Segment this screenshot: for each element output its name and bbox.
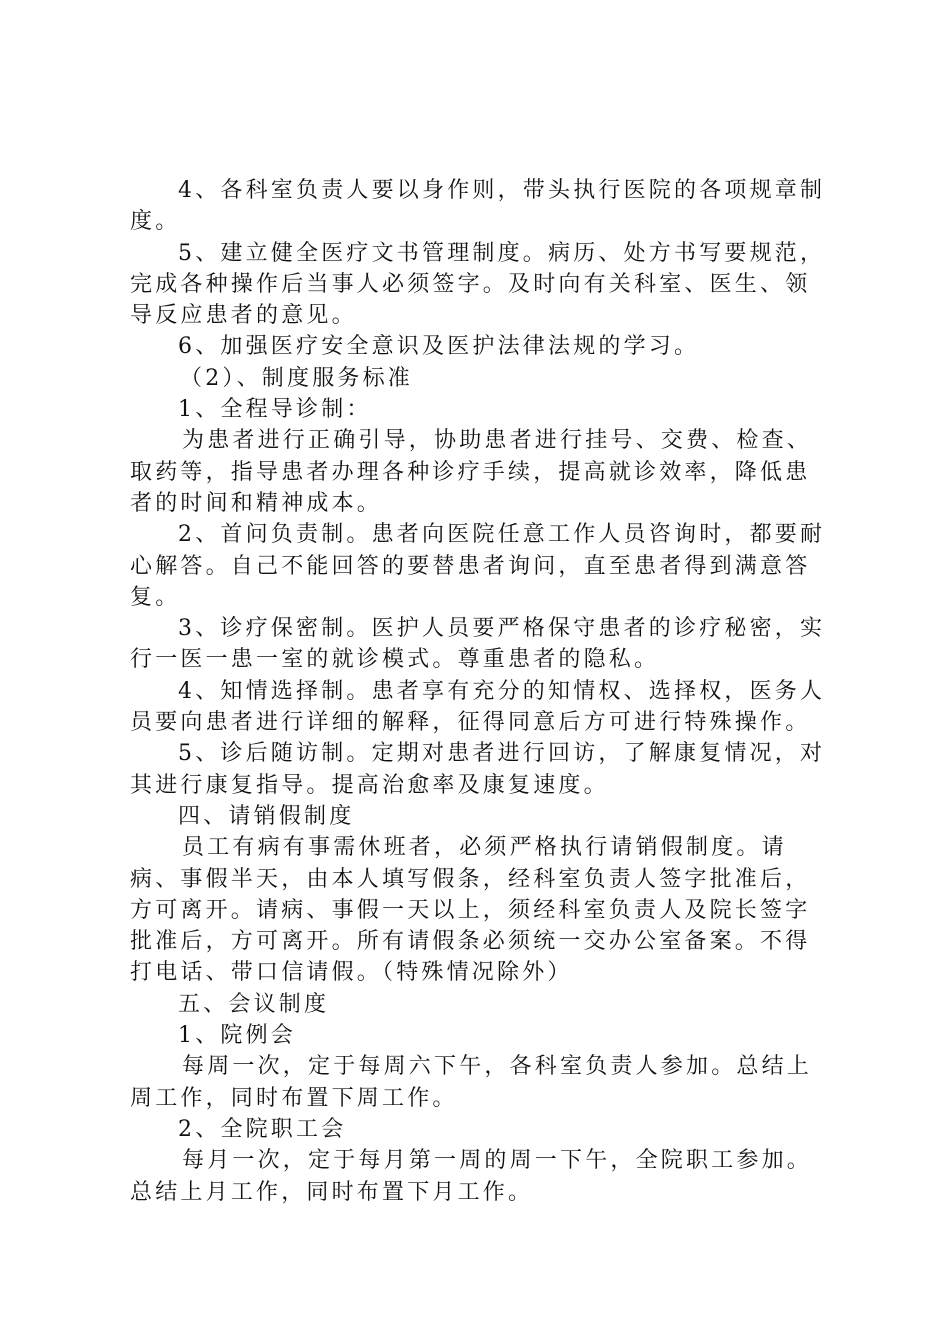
paragraph-weekly-meeting: 每周一次，定于每周六下午，各科室负责人参加。总结上周工作，同时布置下周工作。 bbox=[130, 1054, 813, 1111]
paragraph-informed-choice: 4、知情选择制。患者享有充分的知情权、选择权，医务人员要向患者进行详细的解释，征得同意后方可进行特殊操作。 bbox=[130, 678, 826, 736]
section-heading-leave: 四、请销假制度 bbox=[178, 803, 355, 829]
paragraph-leave: 员工有病有事需休班者，必须严格执行请销假制度。请病、事假半天，由本人填写假条，经科室负责人签字批准后，方可离开。请病、事假一天以上，须经科室负责人及院长签字批准后，方可离开。所有请假条必须统一交办公室备案。不得打电话、带口信请假。（特殊情况除外） bbox=[130, 835, 811, 986]
paragraph-3: 6、加强医疗安全意识及医护法律法规的学习。 bbox=[178, 334, 700, 360]
paragraph-staff-meeting: 每月一次，定于每月第一周的周一下午，全院职工参加。总结上月工作，同时布置下月工作。 bbox=[130, 1148, 813, 1205]
paragraph-1: 4、各科室负责人要以身作则，带头执行医院的各项规章制度。 bbox=[130, 178, 826, 235]
paragraph-follow-up: 5、诊后随访制。定期对患者进行回访，了解康复情况，对其进行康复指导。提高治愈率及康复速度。 bbox=[130, 741, 826, 798]
paragraph-confidentiality: 3、诊疗保密制。医护人员要严格保守患者的诊疗秘密，实行一医一患一室的就诊模式。尊重患者的隐私。 bbox=[130, 616, 826, 673]
paragraph-guidance: 为患者进行正确引导，协助患者进行挂号、交费、检查、取药等，指导患者办理各种诊疗手续，提高就诊效率，降低患者的时间和精神成本。 bbox=[130, 428, 813, 516]
subheading-guidance: 1、全程导诊制： bbox=[178, 397, 372, 423]
paragraph-2: 5、建立健全医疗文书管理制度。病历、处方书写要规范，完成各种操作后当事人必须签字。及时向有关科室、医生、领导反应患者的意见。 bbox=[130, 240, 826, 329]
section-heading-service-standard: （2）、制度服务标准 bbox=[180, 365, 413, 391]
subheading-staff-meeting: 2、全院职工会 bbox=[178, 1116, 347, 1142]
paragraph-first-inquiry: 2、首问负责制。患者向医院任意工作人员咨询时，都要耐心解答。自己不能回答的要替患者询问，直至患者得到满意答复。 bbox=[130, 522, 826, 610]
document-body bbox=[130, 175, 835, 1208]
subheading-weekly-meeting: 1、院例会 bbox=[178, 1023, 296, 1049]
section-heading-meetings: 五、会议制度 bbox=[178, 991, 330, 1017]
